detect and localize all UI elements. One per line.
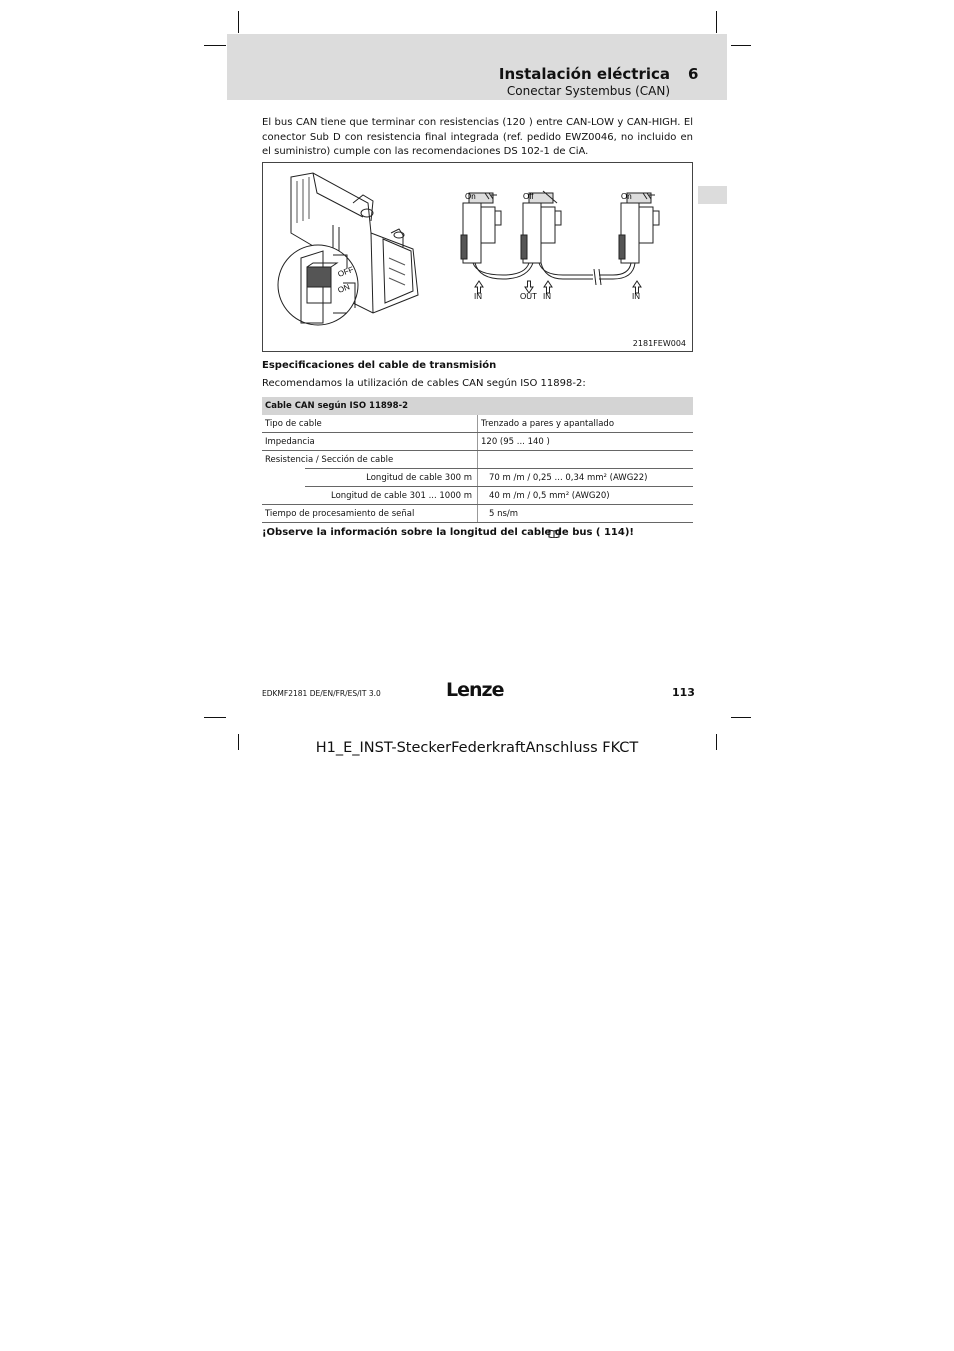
switch-label-off: OFF xyxy=(336,264,355,279)
switch-label-on: ON xyxy=(336,282,351,295)
connector-3-state: On xyxy=(621,192,632,201)
row-label: Longitud de cable 300 m xyxy=(366,473,472,483)
page-subtitle: Conectar Systembus (CAN) xyxy=(506,84,670,98)
row-value: 5 ns/m xyxy=(489,509,519,519)
crop-mark xyxy=(716,11,717,33)
port-label-in-2: IN xyxy=(543,292,551,301)
bus-length-note: ¡Observe la información sobre la longitud del cable de bus ( 114)! xyxy=(262,527,634,538)
book-icon xyxy=(548,529,560,538)
port-arrows xyxy=(475,281,641,293)
row-value: 70 m /m / 0,25 ... 0,34 mm² (AWG22) xyxy=(489,473,648,483)
port-label-in-1: IN xyxy=(474,292,482,301)
crop-mark xyxy=(731,717,751,718)
chapter-side-tab xyxy=(698,186,727,204)
crop-mark xyxy=(204,45,226,46)
bus-connector-2 xyxy=(521,191,561,263)
section-heading: Especificaciones del cable de transmisión xyxy=(262,360,497,371)
crop-mark xyxy=(204,717,226,718)
row-label: Resistencia / Sección de cable xyxy=(265,455,394,465)
bus-connector-3 xyxy=(619,193,659,263)
connector-illustration xyxy=(263,163,692,351)
section-text: Recomendamos la utilización de cables CAN según ISO 11898-2: xyxy=(262,378,586,389)
connector-2-state: Off xyxy=(523,192,534,201)
lenze-logo: Lenze xyxy=(446,679,504,701)
row-label: Tipo de cable xyxy=(265,419,322,429)
row-label: Tiempo de procesamiento de señal xyxy=(265,509,415,519)
row-value: 120 (95 ... 140 ) xyxy=(481,437,550,447)
intro-paragraph: El bus CAN tiene que terminar con resistencias (120 ) entre CAN-LOW y CAN-HIGH. El conector Sub D con resistencia final integrada (ref. pedido EWZ0046, no incluido en el suministro) cumple con las recomendaciones DS 102-1 de CiA. xyxy=(262,117,693,157)
table-row xyxy=(262,487,693,505)
port-label-out-2: OUT xyxy=(520,292,537,301)
file-title: H1_E_INST-SteckerFederkraftAnschluss FKCT xyxy=(315,740,639,756)
row-value: Trenzado a pares y apantallado xyxy=(481,419,615,429)
table-row xyxy=(262,505,693,523)
cable-spec-table xyxy=(262,397,693,523)
figure-box xyxy=(262,162,693,352)
document-id: EDKMF2181 DE/EN/FR/ES/IT 3.0 xyxy=(262,689,381,698)
page-number: 113 xyxy=(672,686,695,699)
row-label: Impedancia xyxy=(265,437,315,447)
sub-d-connector-drawing xyxy=(278,173,418,325)
connector-1-state: On xyxy=(465,192,476,201)
row-label: Longitud de cable 301 ... 1000 m xyxy=(331,491,472,501)
chapter-number: 6 xyxy=(688,65,699,83)
figure-code: 2181FEW004 xyxy=(632,339,686,348)
table-header: Cable CAN según ISO 11898-2 xyxy=(262,397,693,415)
bus-connector-1 xyxy=(461,193,501,263)
crop-mark xyxy=(731,45,751,46)
port-label-in-3: IN xyxy=(632,292,640,301)
crop-mark xyxy=(238,11,239,33)
table-row xyxy=(262,433,693,451)
row-value: 40 m /m / 0,5 mm² (AWG20) xyxy=(489,491,610,501)
table-row xyxy=(262,469,693,487)
page-title: Instalación eléctrica xyxy=(498,65,670,83)
table-row xyxy=(262,415,693,433)
bus-cable xyxy=(473,263,635,285)
table-row xyxy=(262,451,693,469)
